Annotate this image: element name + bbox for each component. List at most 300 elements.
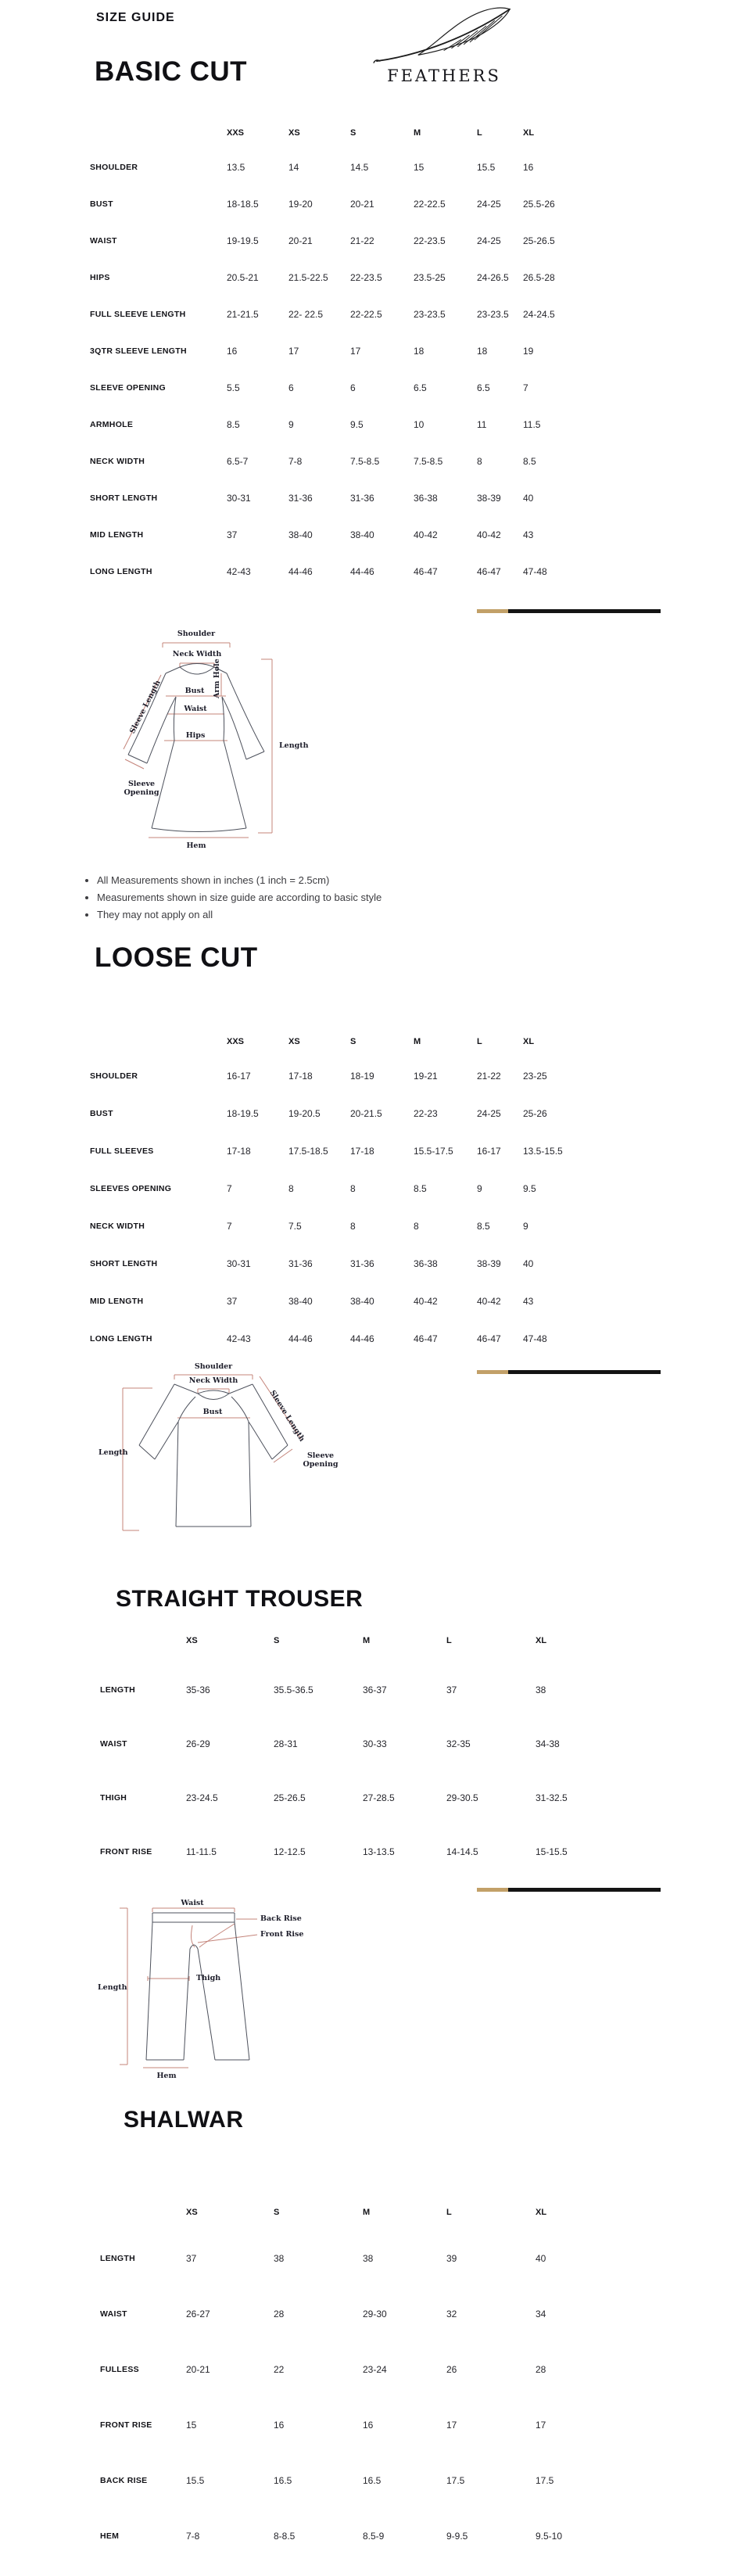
size-value: 22- 22.5 (288, 308, 324, 320)
table-row (90, 332, 578, 369)
size-value: 7.5-8.5 (350, 455, 380, 467)
size-value: 7-8 (186, 2530, 200, 2542)
straight-trouser-title: STRAIGHT TROUSER (116, 1586, 364, 1612)
column-header: S (350, 128, 356, 138)
brand-logo (366, 0, 522, 85)
size-value: 20.5-21 (227, 271, 259, 283)
size-value: 24-25 (477, 235, 501, 246)
column-header: L (446, 2208, 452, 2217)
column-header: M (363, 1636, 371, 1645)
size-value: 25-26.5 (274, 1792, 306, 1803)
size-value: 24-26.5 (477, 271, 509, 283)
size-value: 21-21.5 (227, 308, 259, 320)
size-value: 19-20.5 (288, 1108, 321, 1119)
size-value: 34-38 (536, 1738, 560, 1749)
column-header: S (350, 1037, 356, 1046)
size-value: 38-40 (288, 1296, 313, 1307)
row-label: LONG LENGTH (90, 1334, 152, 1344)
size-value: 17.5 (536, 2474, 554, 2486)
size-value: 15.5 (186, 2474, 205, 2486)
table-row (90, 259, 578, 296)
row-label: WAIST (90, 235, 117, 246)
table-row (100, 1771, 606, 1824)
trouser-sketch-icon (98, 1899, 332, 2086)
loose-table-scrollbar[interactable] (477, 1370, 661, 1374)
size-value: 8.5 (414, 1183, 427, 1194)
size-value: 23-25 (523, 1071, 547, 1082)
diagram-label-waist: Waist (181, 1899, 204, 1907)
diagram-label-sleeve-length: Sleeve Length (128, 679, 163, 735)
diagram-label-thigh: Thigh (196, 1974, 221, 1982)
size-value: 31-32.5 (536, 1792, 568, 1803)
size-value: 32-35 (446, 1738, 471, 1749)
size-value: 31-36 (288, 1258, 313, 1269)
size-value: 38-39 (477, 492, 501, 504)
diagram-label-length: Length (98, 1983, 127, 1992)
row-label: SHORT LENGTH (90, 493, 158, 503)
size-value: 25.5-26 (523, 198, 555, 210)
size-value: 5.5 (227, 382, 240, 393)
size-value: 11 (477, 418, 487, 430)
size-value: 30-31 (227, 1258, 251, 1269)
size-value: 16-17 (227, 1071, 251, 1082)
size-value: 26.5-28 (523, 271, 555, 283)
size-value: 6.5 (477, 382, 490, 393)
size-value: 22-22.5 (350, 308, 382, 320)
size-value: 37 (227, 529, 238, 540)
size-value: 15 (186, 2419, 197, 2431)
row-label: NECK WIDTH (90, 1222, 145, 1231)
size-value: 14 (288, 161, 299, 173)
table-row (90, 1057, 578, 1095)
size-value: 22-23.5 (414, 235, 446, 246)
row-label: 3QTR SLEEVE LENGTH (90, 346, 187, 356)
size-value: 26 (446, 2363, 457, 2375)
size-value: 16 (227, 345, 238, 357)
size-value: 17-18 (350, 1146, 374, 1157)
size-value: 17 (350, 345, 361, 357)
size-value: 17-18 (227, 1146, 251, 1157)
size-value: 19-21 (414, 1071, 438, 1082)
size-value: 13.5-15.5 (523, 1146, 563, 1157)
size-value: 31-36 (288, 492, 313, 504)
size-value: 23-24.5 (186, 1792, 218, 1803)
table-row (90, 185, 578, 222)
size-value: 16 (363, 2419, 374, 2431)
size-value: 17 (446, 2419, 457, 2431)
size-value: 38 (363, 2252, 374, 2264)
size-value: 38 (536, 1684, 546, 1695)
size-value: 8.5 (227, 418, 240, 430)
size-value: 7 (523, 382, 528, 393)
size-value: 8 (477, 455, 482, 467)
size-value: 20-21 (350, 198, 374, 210)
row-label: LENGTH (100, 2253, 135, 2263)
diagram-label-bust: Bust (184, 687, 205, 695)
size-value: 7 (227, 1183, 232, 1194)
size-value: 25-26 (523, 1108, 547, 1119)
loose-cut-diagram (78, 1361, 348, 1542)
trouser-table-scrollbar[interactable] (477, 1888, 661, 1892)
size-value: 42-43 (227, 565, 251, 577)
size-value: 44-46 (350, 1333, 374, 1344)
size-value: 15-15.5 (536, 1846, 568, 1857)
table-row (100, 2286, 606, 2341)
size-value: 38-39 (477, 1258, 501, 1269)
size-value: 17.5-18.5 (288, 1146, 328, 1157)
size-value: 18-19 (350, 1071, 374, 1082)
column-header: L (477, 128, 482, 138)
table-header-row (100, 2194, 606, 2230)
size-value: 8.5 (523, 455, 536, 467)
size-value: 37 (186, 2252, 197, 2264)
size-value: 8 (414, 1221, 419, 1232)
scrollbar-thumb[interactable] (477, 1888, 508, 1892)
size-value: 8.5-9 (363, 2530, 385, 2542)
size-value: 18-18.5 (227, 198, 259, 210)
table-row (90, 149, 578, 185)
diagram-label-front-rise: Front Rise (260, 1930, 304, 1939)
size-value: 30-31 (227, 492, 251, 504)
row-label: SHOULDER (90, 1071, 138, 1081)
table-row (90, 369, 578, 406)
size-value: 40-42 (477, 1296, 501, 1307)
size-value: 22-22.5 (414, 198, 446, 210)
size-value: 20-21 (186, 2363, 210, 2375)
size-value: 16.5 (274, 2474, 292, 2486)
column-header: XL (523, 1037, 535, 1046)
size-value: 42-43 (227, 1333, 251, 1344)
size-value: 15.5-17.5 (414, 1146, 453, 1157)
loose-cut-table (90, 1026, 578, 1358)
row-label: HIPS (90, 272, 110, 282)
row-label: LONG LENGTH (90, 566, 152, 576)
row-label: HEM (100, 2531, 120, 2541)
size-value: 20-21.5 (350, 1108, 382, 1119)
note-item: • They may not apply on all (97, 909, 489, 920)
row-label: WAIST (100, 1738, 127, 1749)
row-label: MID LENGTH (90, 529, 144, 540)
column-header: S (274, 2208, 280, 2217)
note-item: • All Measurements shown in inches (1 inch = 2.5cm) (97, 874, 489, 886)
size-value: 17-18 (288, 1071, 313, 1082)
size-value: 21.5-22.5 (288, 271, 328, 283)
size-value: 8.5 (477, 1221, 490, 1232)
column-header: M (414, 128, 421, 138)
size-value: 46-47 (414, 1333, 438, 1344)
scrollbar-track (508, 1370, 661, 1374)
column-header: XL (536, 2208, 547, 2217)
table-row (90, 406, 578, 443)
size-value: 19-20 (288, 198, 313, 210)
row-label: FULL SLEEVES (90, 1146, 154, 1156)
note-item: • Measurements shown in size guide are according to basic style (97, 892, 489, 903)
row-label: FRONT RISE (100, 1846, 152, 1857)
column-header: S (274, 1636, 280, 1645)
scrollbar-track (508, 609, 661, 613)
table-row (100, 2230, 606, 2286)
basic-cut-table (90, 117, 578, 590)
diagram-label-sleeve-opening: Sleeve Opening (303, 1451, 339, 1469)
shalwar-title: SHALWAR (124, 2107, 244, 2133)
size-value: 9.5-10 (536, 2530, 563, 2542)
size-value: 18 (477, 345, 488, 357)
row-label: THIGH (100, 1792, 127, 1803)
column-header: XS (288, 128, 300, 138)
row-label: MID LENGTH (90, 1297, 144, 1306)
size-value: 22-23 (414, 1108, 438, 1119)
size-value: 13-13.5 (363, 1846, 395, 1857)
diagram-label-arm-hole: Arm Hole (213, 658, 221, 698)
size-value: 40 (523, 492, 534, 504)
table-row (90, 1095, 578, 1132)
row-label: BUST (90, 199, 113, 209)
diagram-label-shoulder: Shoulder (177, 630, 216, 638)
size-value: 23-24 (363, 2363, 387, 2375)
size-value: 8 (350, 1221, 356, 1232)
size-value: 14-14.5 (446, 1846, 478, 1857)
column-header: XL (536, 1636, 547, 1645)
size-value: 40 (523, 1258, 534, 1269)
size-value: 16-17 (477, 1146, 501, 1157)
diagram-label-sleeve-length: Sleeve Length (267, 1389, 306, 1444)
column-header: XXS (227, 1037, 245, 1046)
scrollbar-track (508, 1888, 661, 1892)
table-row (90, 1245, 578, 1283)
row-label: BACK RISE (100, 2475, 148, 2485)
straight-trouser-table (100, 1619, 606, 1878)
size-value: 38-40 (350, 1296, 374, 1307)
diagram-label-neck-width: Neck Width (188, 1376, 238, 1385)
table-row (90, 222, 578, 259)
size-value: 21-22 (477, 1071, 501, 1082)
size-value: 13.5 (227, 161, 245, 173)
diagram-label-back-rise: Back Rise (260, 1914, 302, 1923)
size-value: 8-8.5 (274, 2530, 296, 2542)
size-value: 19 (523, 345, 534, 357)
size-value: 29-30.5 (446, 1792, 478, 1803)
table-row (100, 2341, 606, 2397)
diagram-label-neck-width: Neck Width (172, 650, 222, 658)
size-value: 20-21 (288, 235, 313, 246)
size-value: 9-9.5 (446, 2530, 468, 2542)
size-value: 23-23.5 (477, 308, 509, 320)
size-value: 23.5-25 (414, 271, 446, 283)
page-title: SIZE GUIDE (96, 11, 175, 24)
shalwar-table (100, 2194, 606, 2563)
diagram-label-hips: Hips (185, 731, 206, 740)
size-value: 7.5 (288, 1221, 302, 1232)
size-value: 6 (350, 382, 356, 393)
size-value: 6.5-7 (227, 455, 249, 467)
size-value: 35.5-36.5 (274, 1684, 313, 1695)
size-value: 17.5 (446, 2474, 465, 2486)
size-value: 7.5-8.5 (414, 455, 443, 467)
column-header: L (446, 1636, 452, 1645)
diagram-label-hem: Hem (156, 2072, 177, 2080)
table-header-row (100, 1619, 606, 1663)
size-value: 38-40 (350, 529, 374, 540)
size-value: 16 (274, 2419, 285, 2431)
size-value: 6 (288, 382, 294, 393)
row-label: SHORT LENGTH (90, 1259, 158, 1268)
table-row (90, 443, 578, 479)
size-value: 24-24.5 (523, 308, 555, 320)
size-value: 16 (523, 161, 534, 173)
basic-cut-diagram (116, 622, 319, 856)
size-value: 43 (523, 529, 534, 540)
size-value: 6.5 (414, 382, 427, 393)
size-value: 11-11.5 (186, 1846, 217, 1857)
size-value: 46-47 (477, 565, 501, 577)
size-value: 24-25 (477, 1108, 501, 1119)
row-label: SHOULDER (90, 162, 138, 172)
size-value: 36-38 (414, 492, 438, 504)
size-value: 25-26.5 (523, 235, 555, 246)
size-value: 19-19.5 (227, 235, 259, 246)
table-row (90, 1207, 578, 1245)
size-value: 31-36 (350, 1258, 374, 1269)
size-value: 15.5 (477, 161, 496, 173)
size-value: 39 (446, 2252, 457, 2264)
size-value: 9.5 (350, 418, 364, 430)
row-label: FULLESS (100, 2364, 139, 2374)
size-value: 40-42 (477, 529, 501, 540)
row-label: FULL SLEEVE LENGTH (90, 309, 186, 319)
measurement-notes (83, 874, 489, 926)
size-value: 22-23.5 (350, 271, 382, 283)
size-value: 26-29 (186, 1738, 210, 1749)
size-value: 37 (227, 1296, 238, 1307)
loose-cut-title: LOOSE CUT (95, 942, 258, 973)
size-value: 9 (288, 418, 294, 430)
table-row (100, 1717, 606, 1771)
size-value: 40 (536, 2252, 546, 2264)
size-value: 18 (414, 345, 425, 357)
row-label: NECK WIDTH (90, 456, 145, 466)
size-value: 29-30 (363, 2308, 387, 2319)
size-value: 18-19.5 (227, 1108, 259, 1119)
table-row (100, 2508, 606, 2563)
size-value: 7-8 (288, 455, 303, 467)
table-row (90, 1320, 578, 1358)
diagram-label-sleeve-opening: Sleeve Opening (124, 780, 159, 797)
size-value: 47-48 (523, 1333, 547, 1344)
table-row (90, 516, 578, 553)
row-label: SLEEVE OPENING (90, 382, 166, 393)
table-row (90, 1132, 578, 1170)
size-value: 40-42 (414, 529, 438, 540)
diagram-label-shoulder: Shoulder (194, 1362, 233, 1371)
size-value: 43 (523, 1296, 534, 1307)
size-value: 46-47 (414, 565, 438, 577)
table-row (100, 1824, 606, 1878)
row-label: BUST (90, 1109, 113, 1118)
scrollbar-thumb[interactable] (477, 1370, 508, 1374)
size-value: 44-46 (350, 565, 374, 577)
size-value: 36-37 (363, 1684, 387, 1695)
column-header: XS (288, 1037, 300, 1046)
size-value: 44-46 (288, 565, 313, 577)
column-header: XL (523, 128, 535, 138)
size-value: 46-47 (477, 1333, 501, 1344)
table-row (100, 2452, 606, 2508)
column-header: M (363, 2208, 371, 2217)
size-value: 17 (288, 345, 299, 357)
size-value: 7 (227, 1221, 232, 1232)
size-value: 32 (446, 2308, 457, 2319)
size-value: 28 (274, 2308, 285, 2319)
size-value: 28-31 (274, 1738, 298, 1749)
size-value: 23-23.5 (414, 308, 446, 320)
size-value: 38-40 (288, 529, 313, 540)
diagram-label-hem: Hem (186, 841, 206, 850)
row-label: LENGTH (100, 1684, 135, 1695)
size-value: 34 (536, 2308, 546, 2319)
size-value: 36-38 (414, 1258, 438, 1269)
table-row (90, 1283, 578, 1320)
table-header-row (90, 1026, 578, 1057)
size-value: 16.5 (363, 2474, 382, 2486)
size-value: 28 (536, 2363, 546, 2375)
size-value: 44-46 (288, 1333, 313, 1344)
size-value: 9.5 (523, 1183, 536, 1194)
size-value: 26-27 (186, 2308, 210, 2319)
size-value: 31-36 (350, 492, 374, 504)
size-value: 9 (477, 1183, 482, 1194)
table-row (100, 1663, 606, 1717)
size-value: 40-42 (414, 1296, 438, 1307)
column-header: L (477, 1037, 482, 1046)
table-row (90, 479, 578, 516)
size-value: 38 (274, 2252, 285, 2264)
column-header: M (414, 1037, 421, 1046)
size-value: 12-12.5 (274, 1846, 306, 1857)
scrollbar-thumb[interactable] (477, 609, 508, 613)
brand-name: FEATHERS (387, 66, 501, 85)
basic-cut-title: BASIC CUT (95, 56, 248, 87)
straight-trouser-diagram (98, 1899, 332, 2086)
row-label: FRONT RISE (100, 2420, 152, 2430)
row-label: WAIST (100, 2309, 127, 2319)
column-header: XS (186, 2208, 198, 2217)
table-row (100, 2397, 606, 2452)
size-value: 47-48 (523, 565, 547, 577)
size-value: 35-36 (186, 1684, 210, 1695)
size-value: 17 (536, 2419, 546, 2431)
size-value: 10 (414, 418, 425, 430)
size-value: 15 (414, 161, 425, 173)
size-value: 37 (446, 1684, 457, 1695)
table-row (90, 296, 578, 332)
size-value: 14.5 (350, 161, 369, 173)
table-header-row (90, 117, 578, 149)
size-value: 27-28.5 (363, 1792, 395, 1803)
size-value: 11.5 (523, 418, 541, 430)
row-label: SLEEVES OPENING (90, 1184, 172, 1193)
size-value: 8 (288, 1183, 294, 1194)
column-header: XS (186, 1636, 198, 1645)
column-header: XXS (227, 128, 245, 138)
diagram-label-bust: Bust (202, 1408, 223, 1416)
table-row (90, 1170, 578, 1207)
size-value: 9 (523, 1221, 528, 1232)
diagram-label-length: Length (279, 741, 309, 750)
size-value: 8 (350, 1183, 356, 1194)
basic-table-scrollbar[interactable] (477, 609, 661, 613)
diagram-label-waist: Waist (184, 705, 207, 713)
row-label: ARMHOLE (90, 419, 134, 429)
